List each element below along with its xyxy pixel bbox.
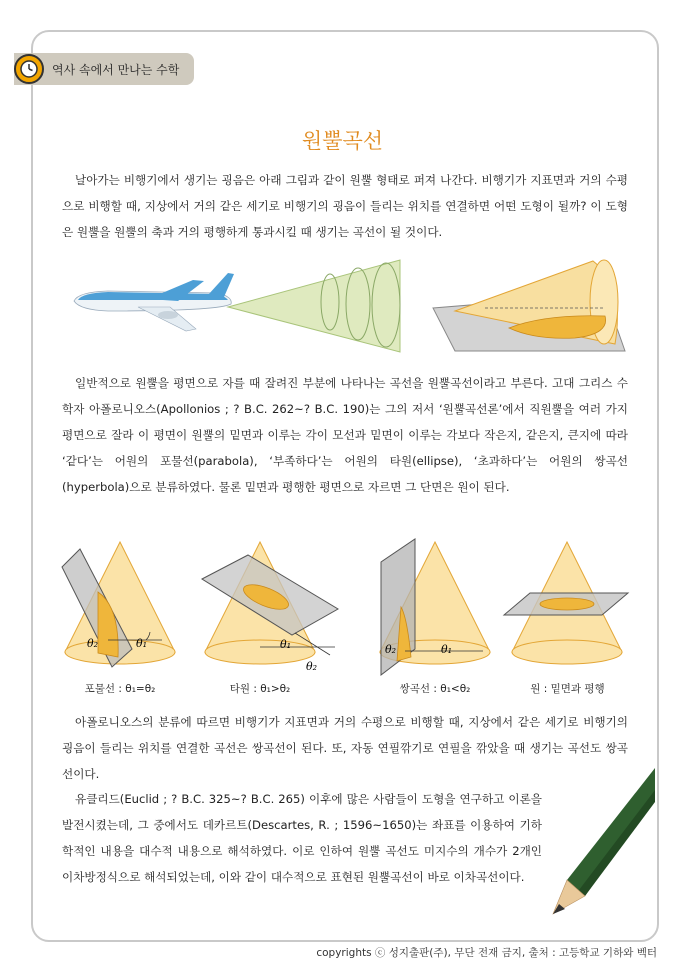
circle-diagram: [502, 537, 632, 677]
paragraph-quadratic-curve: [62, 786, 542, 890]
pencil-icon: [545, 768, 655, 918]
hyperbola-diagram: [375, 537, 495, 677]
paragraph-intro: [62, 167, 628, 245]
clock-icon: [14, 54, 44, 84]
paragraph-text: 아폴로니오스의 분류에 따르면 비행기가 지표면과 거의 수평으로 비행할 때, 지상에서 같은 세기로 비행기의 굉음이 들리는 위치를 연결한 곡선은 쌍곡선이 된다. 또, 자동 연필깎기로 연필을 깎았을 때 생기는 곡선도 쌍곡선이다.: [62, 715, 628, 781]
ellipse-diagram: [200, 537, 340, 677]
theta2-label: θ₂: [87, 637, 99, 650]
theta2-label: θ₂: [385, 643, 397, 656]
paragraph-text: 날아가는 비행기에서 생기는 굉음은 아래 그림과 같이 원뿔 형태로 퍼져 나간다. 비행기가 지표면과 거의 수평으로 비행할 때, 지상에서 거의 같은 세기로 비행기의 굉음이 들리는 위치를 연결하면 어떤 도형이 될까? 이 도형은 원뿔을 원뿔의 축과 거의 평행하게 통과시킬 때 생기는 곡선이 될 것이다.: [62, 173, 628, 239]
theta1-label: θ₁: [441, 643, 453, 656]
theta1-label: θ₁: [280, 638, 292, 651]
caption-hyperbola: 쌍곡선 : θ₁<θ₂: [399, 683, 471, 695]
paragraph-hyperbola: [62, 709, 628, 787]
cone-plane-figure: [425, 256, 635, 356]
caption-ellipse: 타원 : θ₁>θ₂: [229, 683, 291, 695]
paragraph-text: 일반적으로 원뿔을 평면으로 자를 때 잘려진 부분에 나타나는 곡선을 원뿔곡선이라고 부른다. 고대 그리스 수학자 아폴로니오스(Apollonios ; ? B.C. 262~? B.C. 190)는 그의 저서 ‘원뿔곡선론’에서 직원뿔을 여러 가지 평면으로 잘라 이 평면이 원뿔의 밑면과 이루는 각이 모선과 밑면이 이루는 각보다 작은지, 같은지, 큰지에 따라 ‘같다’는 어원의 포물선(parabola), ‘부족하다’는 어원의 타원(ellipse), ‘초과하다’는 어원의 쌍곡선(hyperbola)으로 분류하였다. 물론 밑면과 평행한 평면으로 자르면 그 단면은 원이 된다.: [62, 376, 628, 494]
caption-circle: 원 : 밑면과 평행: [530, 683, 605, 695]
airplane-icon: [74, 273, 234, 331]
theta1-label: θ₁: [136, 637, 148, 650]
parabola-diagram: [60, 537, 180, 677]
section-label: 역사 속에서 만나는 수학: [52, 63, 180, 77]
copyright-footer: copyrights ⓒ 성지출판(주), 무단 전재 금지, 출처 : 고등학교 기하와 벡터: [316, 947, 657, 959]
page-title: 원뿔곡선: [301, 129, 384, 153]
caption-parabola: 포물선 : θ₁=θ₂: [84, 683, 156, 695]
paragraph-conic-definition: [62, 370, 628, 500]
airplane-sound-cone-figure: [68, 255, 408, 355]
paragraph-text: 유클리드(Euclid ; ? B.C. 325~? B.C. 265) 이후에 많은 사람들이 도형을 연구하고 이론을 발전시켰는데, 그 중에서도 데카르트(Descartes, R. ; 1596~1650)는 좌표를 이용하여 기하학적인 내용을 대수적 내용으로 해석하였다. 이로 인하여 원뿔 곡선도 미지수의 개수가 2개인 이차방정식으로 해석되었는데, 이와 같이 대수적으로 표현된 원뿔곡선이 바로 이차곡선이다.: [62, 792, 542, 884]
theta2-label: θ₂: [306, 660, 318, 673]
